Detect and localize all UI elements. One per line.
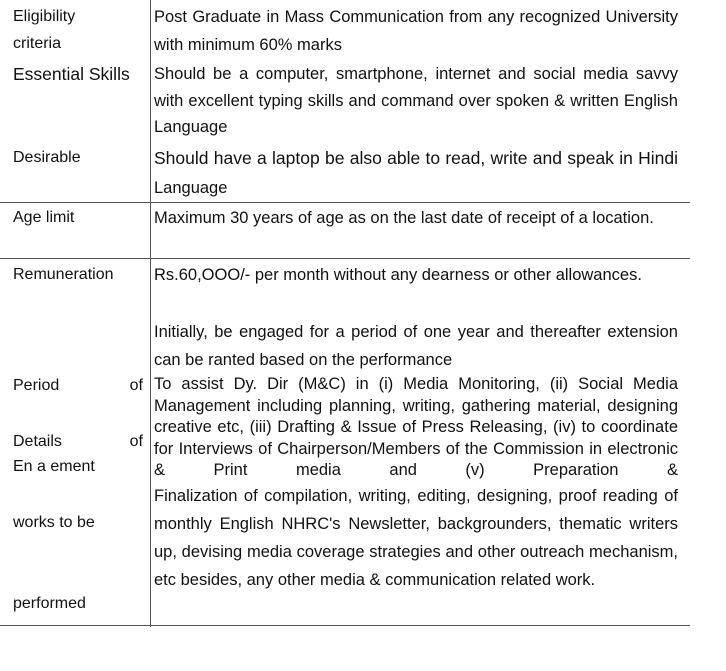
remuneration-value: Rs.60,OOO/- per month without any dearness or other allowances. [154, 266, 642, 284]
desirable-value-main: Should have a laptop be also able to read, write and speak in Hindi [154, 148, 678, 168]
desirable-value [154, 144, 678, 203]
essential-skills-value: Should be a computer, smartphone, internet and social media savvy with excellent typing skills and command over spoken & written English Language [154, 65, 678, 136]
details-label-line1: Details of [13, 433, 143, 450]
details-label-line2: works to be [13, 514, 95, 531]
details-label [13, 374, 143, 671]
period-label-line1: Period of [13, 377, 143, 394]
period-value: Initially, be engaged for a period of one year and thereafter extension can be ranted based on the performance [154, 323, 678, 369]
details-value-rest: Finalization of compilation, writing, editing, designing, proof reading of monthly English NHRC's Newsletter, backgrounders, thematic writers up, devising media coverage strategies and other outreach mechanism, etc besides, any other media & communication related work. [154, 486, 678, 589]
remuneration-label: Remuneration [13, 266, 114, 283]
column-divider [150, 0, 151, 627]
details-label-line3: performed [13, 595, 86, 612]
age-limit-value: Maximum 30 years of age as on the last date of receipt of a location. [154, 209, 654, 227]
details-value [154, 374, 678, 594]
period-label-line2: En a ement [13, 458, 95, 475]
eligibility-value: Post Graduate in Mass Communication from any recognized University with minimum 60% marks [154, 8, 678, 54]
details-value-dense: To assist Dy. Dir (M&C) in (i) Media Monitoring, (ii) Social Media Management including planning, writing, gathering material, designing creative etc, (iii) Drafting & Issue of Press Releasing, (iv) to coordinate for Interviews of Chairperson/Members of the Commission in electronic & Print media and (v) Preparation & [154, 375, 678, 479]
essential-skills-label: Essential Skills [13, 64, 130, 84]
row-divider [0, 258, 690, 259]
desirable-label: Desirable [13, 149, 81, 166]
eligibility-label: Eligibility criteria [13, 8, 76, 52]
age-limit-label: Age limit [13, 209, 75, 226]
desirable-value-tail: Language [154, 179, 228, 197]
